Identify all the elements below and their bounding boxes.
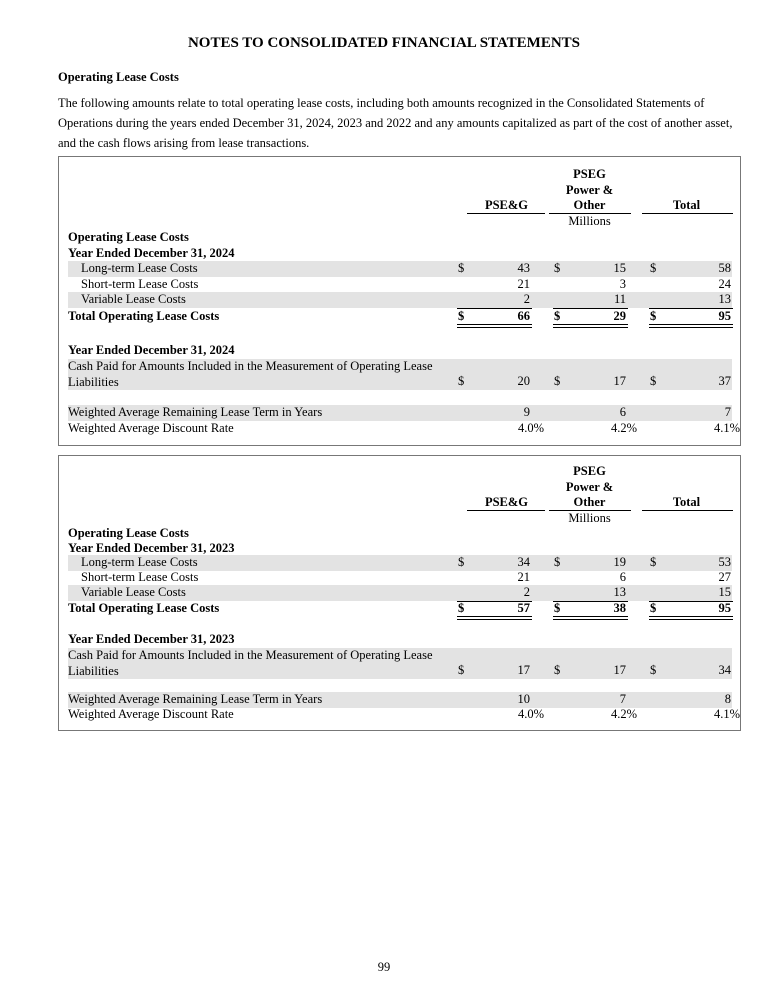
- value-power: 38: [613, 601, 626, 615]
- value-power: 17: [613, 374, 626, 388]
- row-label: Weighted Average Remaining Lease Term in Years: [68, 692, 323, 706]
- column-header-power-line1: PSEG: [573, 464, 606, 478]
- table-row: [68, 707, 740, 723]
- units-label: Millions: [568, 214, 611, 228]
- row-label: Total Operating Lease Costs: [68, 601, 220, 615]
- value-power: 13: [613, 585, 626, 599]
- currency-symbol: $: [554, 309, 561, 323]
- currency-symbol: $: [650, 663, 657, 677]
- column-header-power-line1: PSEG: [573, 167, 606, 181]
- intro-paragraph: The following amounts relate to total operating lease costs, including both amounts recognized in the Consolidated Statements of Operations during the years ended December 31, 2024, 2023 and 2022 and any amounts capitalized as part of the cost of another asset, and the cash flows arising from lease transactions.: [58, 96, 733, 150]
- total-double-underline: [553, 324, 628, 328]
- currency-symbol: $: [554, 261, 561, 275]
- column-header-pseg: PSE&G: [484, 198, 529, 212]
- column-header-pseg: PSE&G: [484, 495, 529, 509]
- value-pseg: 2: [523, 585, 530, 599]
- row-label: Variable Lease Costs: [81, 585, 186, 599]
- currency-symbol: $: [554, 663, 561, 677]
- table-row: [68, 405, 732, 421]
- table-row: [68, 230, 732, 246]
- value-power: 6: [619, 570, 626, 584]
- currency-symbol: $: [458, 309, 465, 323]
- year-label: Year Ended December 31, 2024: [68, 246, 235, 260]
- value-pseg: 4.0%: [517, 421, 544, 435]
- table-row: [68, 421, 740, 437]
- row-label: Long-term Lease Costs: [81, 555, 198, 569]
- row-label: Long-term Lease Costs: [81, 261, 198, 275]
- row-label: Weighted Average Discount Rate: [68, 421, 234, 435]
- column-header-power-line2: Power &: [565, 479, 614, 494]
- table-row: [68, 692, 732, 708]
- value-total: 4.1%: [713, 421, 740, 435]
- currency-symbol: $: [650, 309, 657, 323]
- value-total: 7: [724, 405, 731, 419]
- value-total: 13: [718, 292, 731, 306]
- value-power: 4.2%: [610, 421, 637, 435]
- value-power: 7: [619, 692, 626, 706]
- table-row: [68, 526, 732, 542]
- table-row: [68, 585, 732, 601]
- row-label: Total Operating Lease Costs: [68, 309, 220, 323]
- row-label: Cash Paid for Amounts Included in the Measurement of Operating Lease Liabilities: [68, 648, 433, 678]
- value-power: 6: [619, 405, 626, 419]
- table-row: [68, 343, 732, 359]
- section-label: Operating Lease Costs: [68, 230, 189, 244]
- column-header-power-line3: Other: [573, 495, 606, 509]
- total-double-underline: [649, 616, 733, 620]
- total-double-underline: [457, 616, 532, 620]
- table-row: [68, 292, 732, 308]
- value-total: 27: [718, 570, 731, 584]
- year-label: Year Ended December 31, 2023: [68, 632, 235, 646]
- table-row-total: [68, 309, 732, 325]
- table-row: [68, 277, 732, 293]
- value-pseg: 2: [523, 292, 530, 306]
- currency-symbol: $: [650, 261, 657, 275]
- value-total: 95: [718, 601, 731, 615]
- page-title: NOTES TO CONSOLIDATED FINANCIAL STATEMENTS: [187, 35, 581, 51]
- column-header-power-line2: Power &: [565, 182, 614, 197]
- value-power: 4.2%: [610, 707, 637, 721]
- header-underline: [642, 510, 733, 511]
- column-header-power: [552, 167, 627, 214]
- column-header-power-line3: Other: [573, 198, 606, 212]
- currency-symbol: $: [554, 601, 561, 615]
- value-power: 19: [613, 555, 626, 569]
- value-pseg: 66: [517, 309, 530, 323]
- currency-symbol: $: [650, 601, 657, 615]
- row-label: Short-term Lease Costs: [81, 277, 199, 291]
- currency-symbol: $: [458, 555, 465, 569]
- column-header-total: Total: [672, 495, 701, 509]
- row-label: Variable Lease Costs: [81, 292, 186, 306]
- section-heading: Operating Lease Costs: [58, 70, 179, 84]
- row-label: Weighted Average Discount Rate: [68, 707, 234, 721]
- value-pseg: 20: [517, 374, 530, 388]
- value-total: 53: [718, 555, 731, 569]
- value-power: 29: [613, 309, 626, 323]
- value-total: 24: [718, 277, 731, 291]
- header-underline: [467, 510, 545, 511]
- currency-symbol: $: [458, 663, 465, 677]
- table-row: [68, 648, 732, 679]
- section-label: Operating Lease Costs: [68, 526, 189, 540]
- year-label: Year Ended December 31, 2024: [68, 343, 235, 357]
- value-pseg: 34: [517, 555, 530, 569]
- value-power: 15: [613, 261, 626, 275]
- value-pseg: 57: [517, 601, 530, 615]
- row-label: Short-term Lease Costs: [81, 570, 199, 584]
- row-label: Cash Paid for Amounts Included in the Measurement of Operating Lease Liabilities: [68, 359, 433, 389]
- value-pseg: 9: [523, 405, 530, 419]
- table-row: [68, 570, 732, 586]
- value-pseg: 21: [517, 277, 530, 291]
- value-power: 3: [619, 277, 626, 291]
- value-pseg: 43: [517, 261, 530, 275]
- lease-table-2024: [58, 156, 741, 446]
- total-double-underline: [457, 324, 532, 328]
- value-pseg: 17: [517, 663, 530, 677]
- row-label: Weighted Average Remaining Lease Term in Years: [68, 405, 323, 419]
- currency-symbol: $: [458, 374, 465, 388]
- currency-symbol: $: [554, 555, 561, 569]
- value-total: 37: [718, 374, 731, 388]
- currency-symbol: $: [458, 261, 465, 275]
- value-power: 11: [613, 292, 626, 306]
- table-row: [68, 632, 732, 648]
- value-pseg: 21: [517, 570, 530, 584]
- total-double-underline: [553, 616, 628, 620]
- table-row: [68, 261, 732, 277]
- table-row: [68, 359, 732, 390]
- page-number: 99: [377, 960, 391, 974]
- value-power: 17: [613, 663, 626, 677]
- total-double-underline: [649, 324, 733, 328]
- table-row: [68, 555, 732, 571]
- value-total: 4.1%: [713, 707, 740, 721]
- value-pseg: 10: [517, 692, 530, 706]
- lease-table-2023: [58, 455, 741, 731]
- value-total: 95: [718, 309, 731, 323]
- value-pseg: 4.0%: [517, 707, 544, 721]
- value-total: 58: [718, 261, 731, 275]
- currency-symbol: $: [458, 601, 465, 615]
- value-total: 8: [724, 692, 731, 706]
- table-row: [68, 246, 732, 262]
- currency-symbol: $: [650, 555, 657, 569]
- header-underline: [642, 213, 733, 214]
- value-total: 34: [718, 663, 731, 677]
- currency-symbol: $: [650, 374, 657, 388]
- value-total: 15: [718, 585, 731, 599]
- column-header-power: [552, 464, 627, 511]
- year-label: Year Ended December 31, 2023: [68, 541, 235, 555]
- currency-symbol: $: [554, 374, 561, 388]
- table-row-total: [68, 601, 732, 617]
- units-label: Millions: [568, 511, 611, 525]
- header-underline: [467, 213, 545, 214]
- column-header-total: Total: [672, 198, 701, 212]
